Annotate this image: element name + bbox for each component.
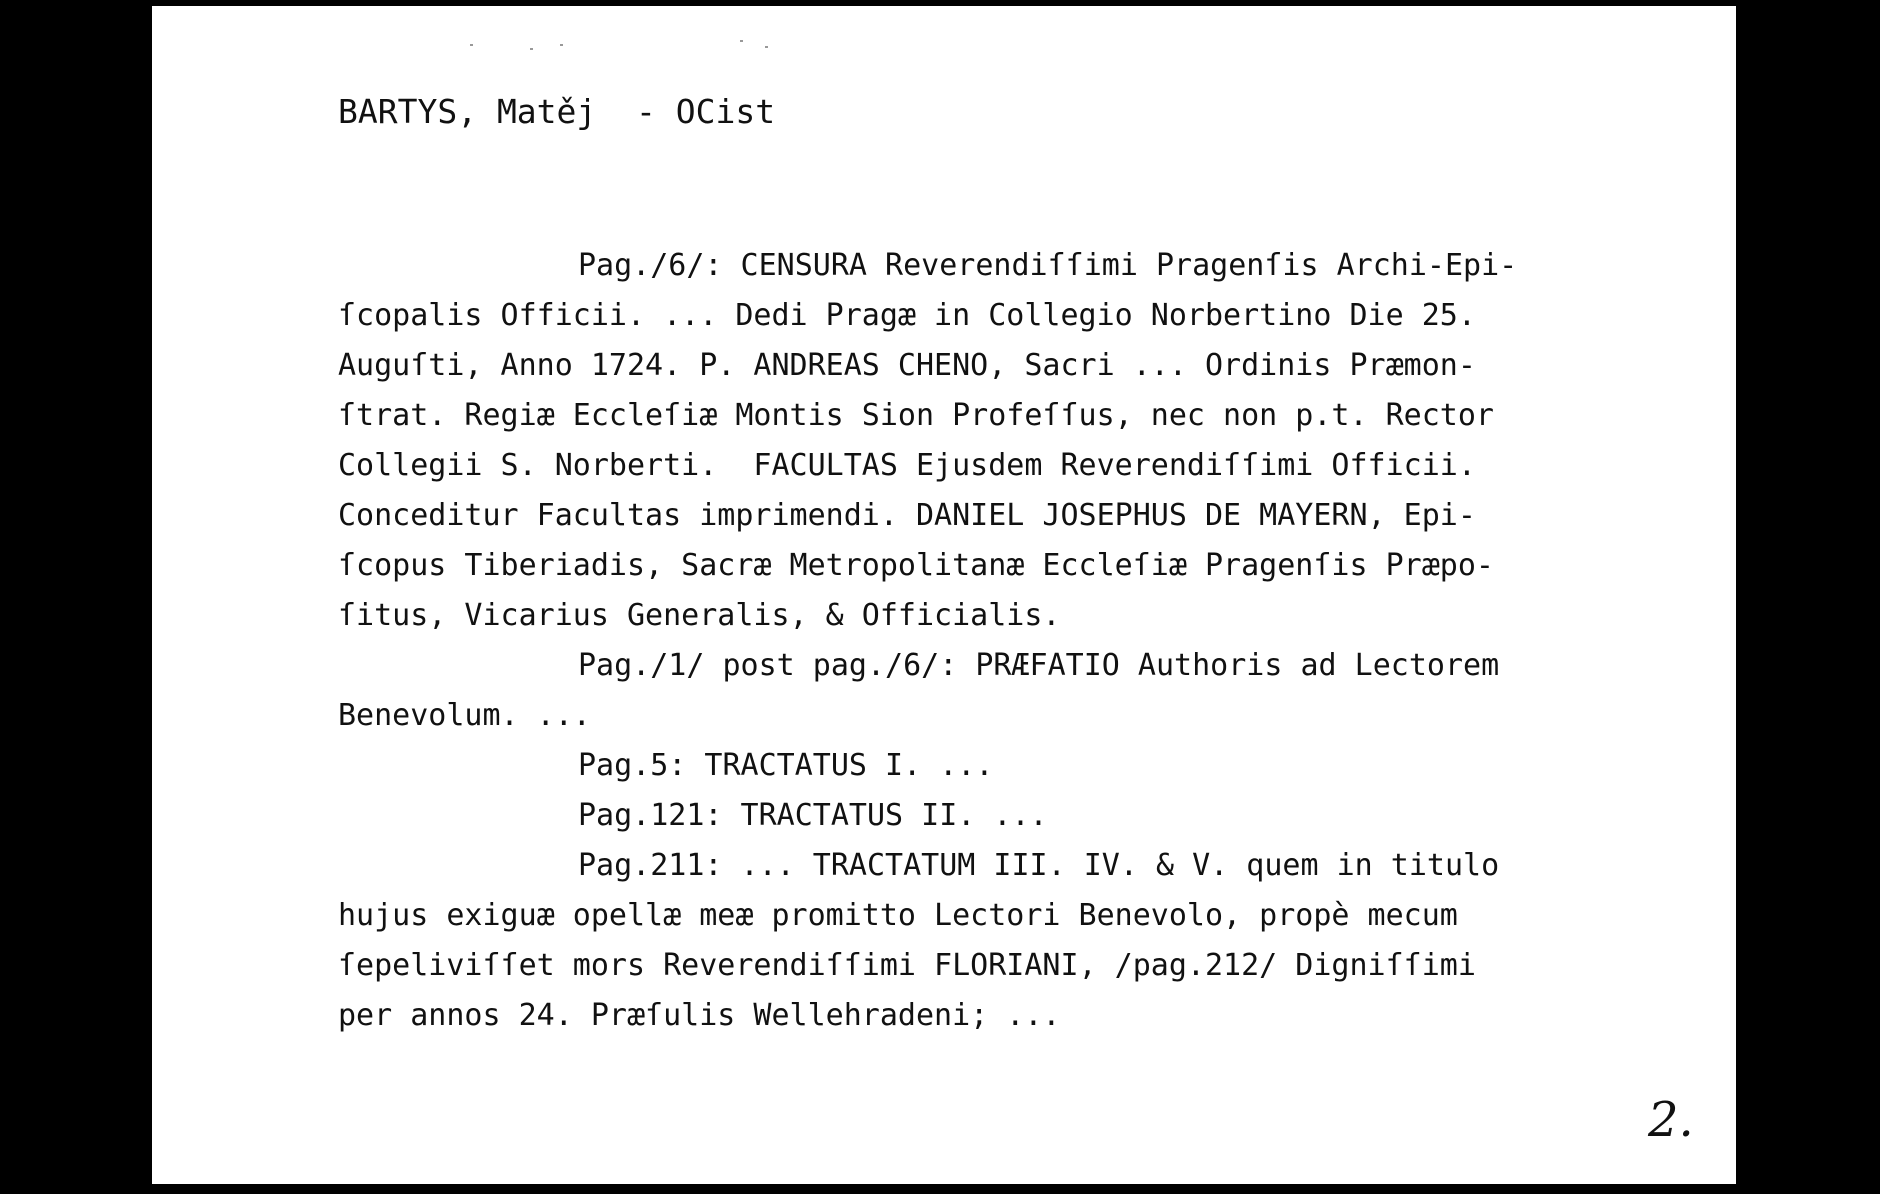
page-number: 2. — [1648, 1092, 1694, 1148]
text-line: Conceditur Facultas imprimendi. DANIEL JOSEPHUS DE MAYERN, Epi- — [338, 498, 1476, 533]
text-line: Collegii S. Norberti. FACULTAS Ejusdem Reverendiſſimi Officii. — [338, 448, 1476, 483]
scan-speck — [470, 44, 473, 46]
card-body-text — [338, 241, 1638, 1041]
scan-speck — [530, 48, 533, 50]
text-line: Pag.5: TRACTATUS I. ... — [578, 748, 994, 783]
scan-speck — [765, 46, 768, 48]
card-heading: BARTYS, Matěj - OCist — [338, 92, 776, 131]
text-line: ſcopalis Officii. ... Dedi Pragæ in Collegio Norbertino Die 25. — [338, 298, 1476, 333]
text-line: ſcopus Tiberiadis, Sacræ Metropolitanæ Eccleſiæ Pragenſis Præpo- — [338, 548, 1494, 583]
text-line: Pag.211: ... TRACTATUM III. IV. & V. quem in titulo — [578, 848, 1500, 883]
text-line: hujus exiguæ opellæ meæ promitto Lectori Benevolo, propè mecum — [338, 898, 1458, 933]
text-line: per annos 24. Præſulis Wellehradeni; ... — [338, 998, 1061, 1033]
text-line: ſepeliviſſet mors Reverendiſſimi FLORIANI, /pag.212/ Digniſſimi — [338, 948, 1476, 983]
text-line: ſitus, Vicarius Generalis, & Officialis. — [338, 598, 1061, 633]
text-line: Pag.121: TRACTATUS II. ... — [578, 798, 1048, 833]
text-line: Benevolum. ... — [338, 698, 591, 733]
text-line: ſtrat. Regiæ Eccleſiæ Montis Sion Profeſſus, nec non p.t. Rector — [338, 398, 1494, 433]
scan-speck — [560, 44, 563, 46]
text-line: Auguſti, Anno 1724. P. ANDREAS CHENO, Sacri ... Ordinis Præmon- — [338, 348, 1476, 383]
text-line: Pag./1/ post pag./6/: PRÆFATIO Authoris ad Lectorem — [578, 648, 1500, 683]
scan-speck — [740, 40, 743, 42]
text-line: Pag./6/: CENSURA Reverendiſſimi Pragenſis Archi-Epi- — [578, 248, 1518, 283]
